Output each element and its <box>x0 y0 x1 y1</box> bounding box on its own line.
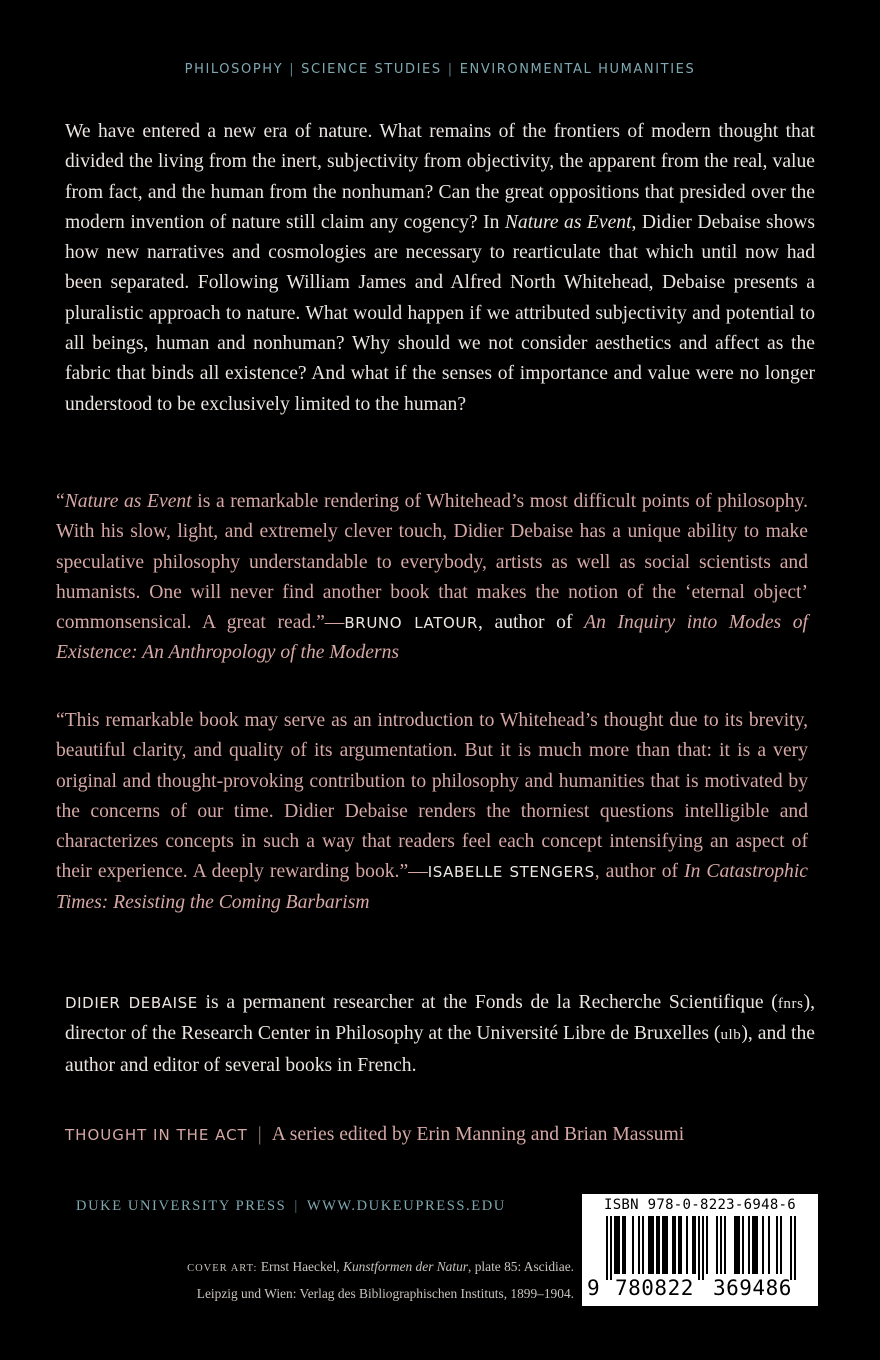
bio-abbreviation: ulb <box>720 1027 742 1044</box>
publisher-url: WWW.DUKEUPRESS.EDU <box>306 1198 506 1214</box>
barcode-bar <box>678 1216 680 1274</box>
barcode-bar <box>632 1216 634 1274</box>
category-separator: | <box>447 62 454 77</box>
quote-book-title: Nature as Event <box>64 491 192 512</box>
barcode-bar <box>618 1216 620 1274</box>
quote-open-mark: “ <box>56 491 65 512</box>
barcode-bar <box>790 1216 792 1280</box>
barcode-bar <box>686 1216 688 1274</box>
barcode-bar <box>748 1216 750 1274</box>
quote-author: ISABELLE STENGERS <box>427 863 595 882</box>
credit-text: , plate 85: Ascidiae. <box>468 1259 574 1274</box>
barcode-bar <box>742 1216 744 1274</box>
barcode-bar <box>650 1216 652 1274</box>
barcode-bar <box>624 1216 626 1274</box>
barcode-bar <box>780 1216 782 1274</box>
barcode-bar <box>664 1216 666 1274</box>
barcode-bar <box>662 1216 664 1274</box>
blurb-text: , Didier Debaise shows how new narratives and cosmologies are necessary to rearticulate that which until now had been separated. Following William James and Alfred North Whitehead, Debaise presents a pluralistic approach to nature. What would happen if we attributed subjectivity and potential to all beings, human and nonhuman? Why should we not consider aesthetics and affect as the fabric that binds all existence? And what if the senses of importance and value were no longer understood to be exclusively limited to the human? <box>65 211 815 415</box>
barcode-bar <box>652 1216 654 1274</box>
quote-author-book: In Catastrophic Times: Resisting the Coming Barbarism <box>56 861 808 913</box>
quote-author-book: An Inquiry into Modes of Existence: An Anthropology of the Moderns <box>56 612 808 664</box>
quote-author-of: , author of <box>594 861 685 883</box>
category-philosophy: PHILOSOPHY <box>184 62 284 77</box>
barcode-bar <box>716 1216 718 1274</box>
bio-text: is a permanent researcher at the Fonds de la Recherche Scientifique ( <box>197 992 778 1013</box>
credit-publisher: Leipzig und Wien: Verlag des Bibliographischen Instituts, 1899–1904. <box>196 1286 574 1301</box>
endorsement-stengers <box>56 706 808 918</box>
barcode-bar <box>776 1216 778 1274</box>
publisher-separator: | <box>294 1198 299 1214</box>
barcode-bar <box>666 1216 668 1274</box>
barcode-bar <box>606 1216 608 1280</box>
bio-text: ), director of the Research Center in Philosophy at the Université Libre de Bruxelles ( <box>65 992 815 1045</box>
barcode-bar <box>680 1216 682 1274</box>
barcode-digits-left: 780822 <box>615 1276 694 1300</box>
barcode-bar <box>736 1216 738 1274</box>
barcode-bar <box>694 1216 696 1274</box>
barcode-bar <box>762 1216 764 1274</box>
barcode-bar <box>720 1216 722 1274</box>
quote-text: is a remarkable rendering of Whitehead’s most difficult points of philosophy. With his slow, light, and extremely clever touch, Didier Debaise has a unique ability to make speculative philosophy understandable to everybody, artists as well as social scientists and humanists. One will never find another book that makes the notion of the ‘eternal object’ commonsensical. A great read.”— <box>56 491 809 634</box>
publisher-name: DUKE UNIVERSITY PRESS <box>76 1198 287 1214</box>
category-science-studies: SCIENCE STUDIES <box>301 62 442 77</box>
barcode-bars <box>582 1216 818 1280</box>
series-separator: | <box>257 1124 262 1145</box>
barcode-bar <box>724 1216 726 1274</box>
barcode-bar <box>656 1216 658 1274</box>
isbn-label: ISBN 978-0-8223-6948-6 <box>603 1197 797 1213</box>
credit-label: COVER ART: <box>187 1263 258 1274</box>
bio-author-name: DIDIER DEBAISE <box>65 994 198 1012</box>
barcode-bar <box>692 1216 694 1274</box>
barcode-bar <box>738 1216 740 1274</box>
barcode-digit-first: 9 <box>587 1276 600 1300</box>
series-editors: A series edited by Erin Manning and Brian Massumi <box>271 1124 685 1145</box>
barcode-bar <box>698 1216 700 1280</box>
barcode-bar <box>658 1216 660 1274</box>
bio-text: ), and the author and editor of several books in French. <box>65 1023 815 1076</box>
barcode-bar <box>648 1216 650 1274</box>
barcode-bar <box>674 1216 676 1274</box>
series-title: THOUGHT IN THE ACT <box>65 1126 248 1144</box>
barcode-bar <box>638 1216 640 1274</box>
category-line <box>0 62 880 77</box>
category-separator: | <box>289 62 296 77</box>
barcode-bar <box>752 1216 754 1274</box>
credit-text: Ernst Haeckel, <box>257 1259 344 1274</box>
credit-work-title: Kunstformen der Natur <box>343 1259 469 1274</box>
quote-text: “This remarkable book may serve as an introduction to Whitehead’s thought due to its brevity, beautiful clarity, and quality of its argumentation. But it is much more than that: it is a very original and thought-provoking contribution to philosophy and humanities that is motivated by the concerns of our time. Didier Debaise renders the thorniest questions intelligible and characterizes concepts in such a way that readers feel each concept intensifying an aspect of their experience. A deeply rewarding book.”— <box>56 710 808 883</box>
description-blurb <box>65 117 815 420</box>
author-bio <box>65 988 815 1081</box>
category-environmental-humanities: ENVIRONMENTAL HUMANITIES <box>459 62 696 77</box>
barcode-bar <box>702 1216 704 1280</box>
blurb-text: We have entered a new era of nature. What remains of the frontiers of modern thought that divided the living from the inert, subjectivity from objectivity, the apparent from the real, value from fact, and the human from the nonhuman? Can the great oppositions that presided over the modern invention of nature still claim any cogency? In <box>65 121 815 233</box>
publisher-line <box>76 1198 506 1215</box>
barcode-bar <box>768 1216 770 1274</box>
barcode-bar <box>622 1216 624 1274</box>
endorsement-latour <box>56 487 808 669</box>
barcode-bar <box>756 1216 758 1274</box>
barcode-bar <box>706 1216 708 1274</box>
barcode-bar <box>614 1216 616 1274</box>
barcode-bar <box>794 1216 796 1280</box>
isbn-barcode <box>582 1194 818 1306</box>
quote-author-of: , author of <box>477 612 585 634</box>
barcode-bar <box>610 1216 612 1280</box>
barcode-bar <box>642 1216 644 1274</box>
cover-art-credit <box>134 1254 574 1306</box>
barcode-digits-right: 369486 <box>713 1276 792 1300</box>
barcode-bar <box>616 1216 618 1274</box>
barcode-bar <box>734 1216 736 1274</box>
quote-author: BRUNO LATOUR <box>344 614 478 633</box>
barcode-bar <box>754 1216 756 1274</box>
bio-abbreviation: fnrs <box>777 996 804 1012</box>
blurb-book-title: Nature as Event <box>504 211 632 233</box>
barcode-bar <box>672 1216 674 1274</box>
series-line <box>65 1124 825 1146</box>
